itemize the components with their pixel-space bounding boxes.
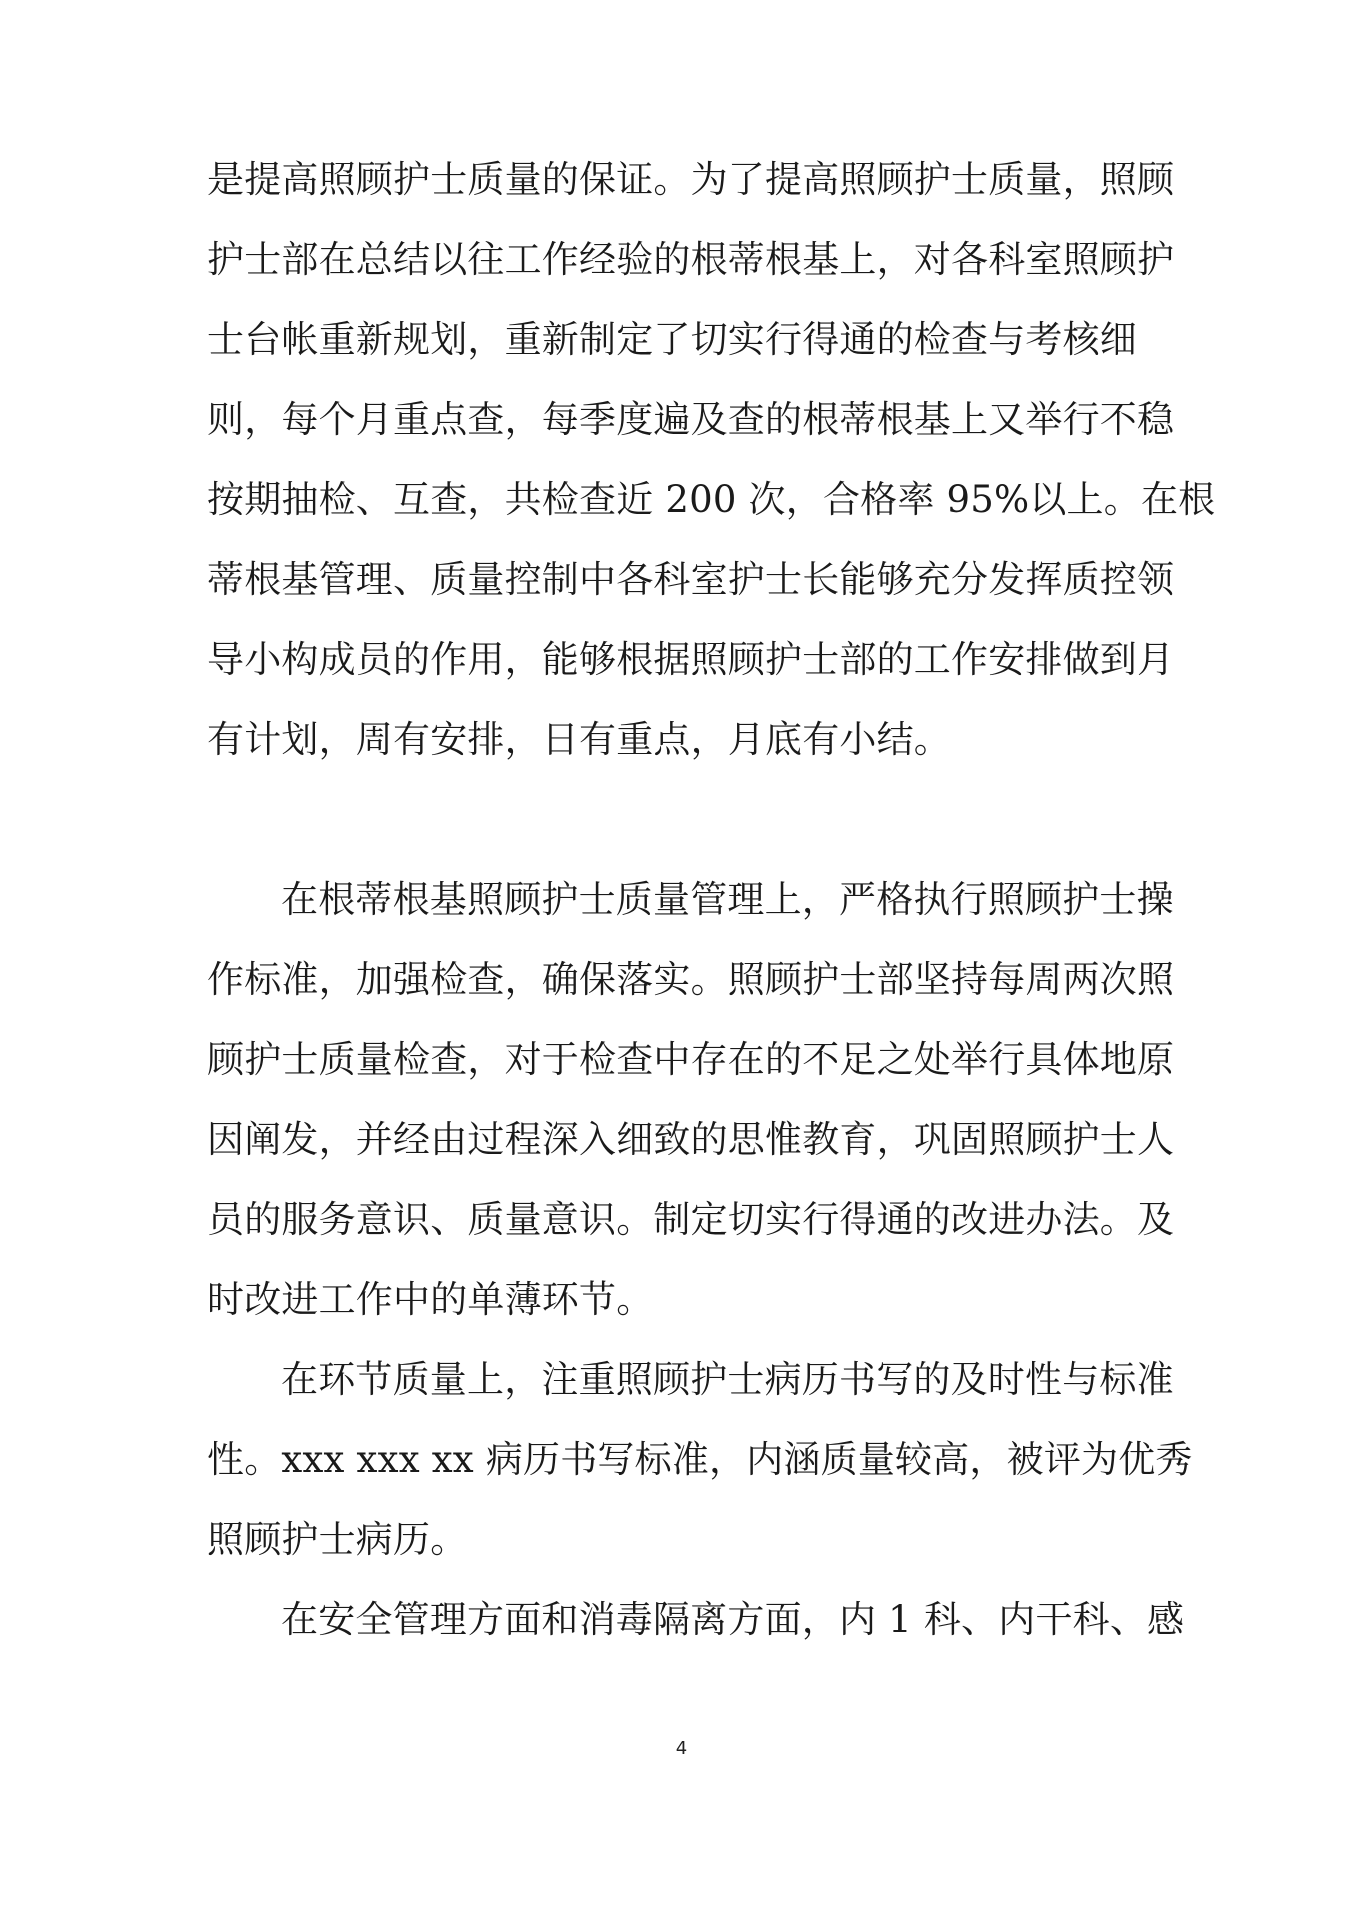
text-line: 有计划，周有安排，日有重点，月底有小结。 xyxy=(207,718,951,761)
text-line: 蒂根基管理、质量控制中各科室护士长能够充分发挥质控领 xyxy=(207,558,1175,601)
text-line: 在安全管理方面和消毒隔离方面，内 1 科、内干科、感 xyxy=(281,1598,1185,1641)
text-line: 时改进工作中的单薄环节。 xyxy=(207,1278,654,1321)
text-line: 顾护士质量检查，对于检查中存在的不足之处举行具体地原 xyxy=(207,1038,1175,1081)
paragraph xyxy=(207,140,1216,780)
text-line: 按期抽检、互查，共检查近 200 次，合格率 95%以上。在根 xyxy=(207,478,1216,521)
paragraph xyxy=(207,1580,1185,1660)
text-line: 员的服务意识、质量意识。制定切实行得通的改进办法。及 xyxy=(207,1198,1175,1241)
text-line: 士台帐重新规划，重新制定了切实行得通的检查与考核细 xyxy=(207,318,1137,361)
paragraph-spacer xyxy=(207,780,1167,860)
paragraph xyxy=(207,1340,1193,1580)
text-line: 作标准，加强检查，确保落实。照顾护士部坚持每周两次照 xyxy=(207,958,1175,1001)
text-line: 照顾护士病历。 xyxy=(207,1518,468,1561)
text-line: 在根蒂根基照顾护士质量管理上，严格执行照顾护士操 xyxy=(281,878,1174,921)
text-line: 性。xxx xxx xx 病历书写标准，内涵质量较高，被评为优秀 xyxy=(207,1438,1193,1481)
text-line: 因阐发，并经由过程深入细致的思惟教育，巩固照顾护士人 xyxy=(207,1118,1175,1161)
page-number: 4 xyxy=(675,1738,688,1759)
text-line: 在环节质量上，注重照顾护士病历书写的及时性与标准 xyxy=(281,1358,1174,1401)
document-body xyxy=(207,140,1216,1660)
text-line: 护士部在总结以往工作经验的根蒂根基上，对各科室照顾护 xyxy=(207,238,1175,281)
text-line: 导小构成员的作用，能够根据照顾护士部的工作安排做到月 xyxy=(207,638,1175,681)
paragraph xyxy=(207,860,1175,1340)
text-line: 则，每个月重点查，每季度遍及查的根蒂根基上又举行不稳 xyxy=(207,398,1175,441)
text-line: 是提高照顾护士质量的保证。为了提高照顾护士质量，照顾 xyxy=(207,158,1175,201)
